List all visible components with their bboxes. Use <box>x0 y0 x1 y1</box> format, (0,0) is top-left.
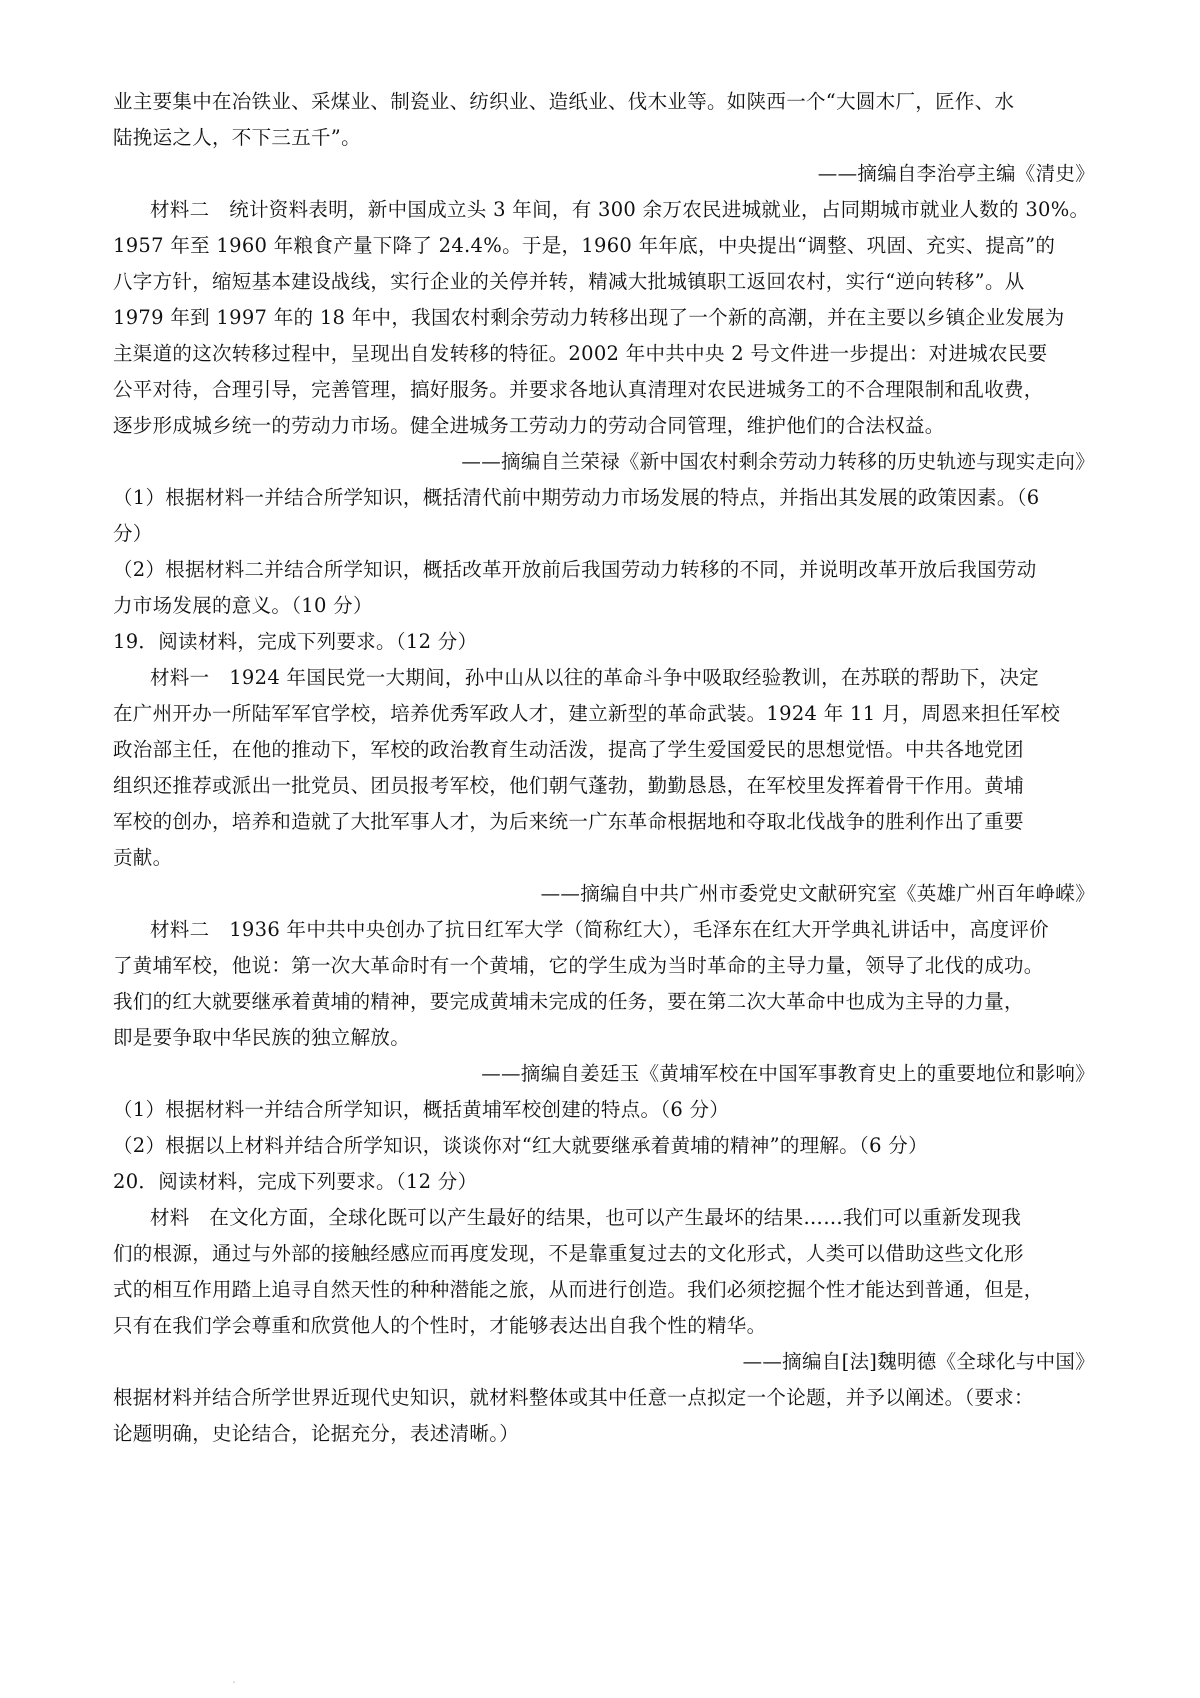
body-line: 主渠道的这次转移过程中，呈现出自发转移的特征。2002 年中共中央 2 号文件进一步提出：对进城农民要 <box>113 342 1048 365</box>
source-citation: ——摘编自兰荣禄《新中国农村剩余劳动力转移的历史轨迹与现实走向》 <box>461 450 1095 473</box>
body-line: 逐步形成城乡统一的劳动力市场。健全进城务工劳动力的劳动合同管理，维护他们的合法权益。 <box>113 414 945 437</box>
source-citation: ——摘编自李治亭主编《清史》 <box>817 162 1095 185</box>
body-line: 在广州开办一所陆军军官学校，培养优秀军政人才，建立新型的革命武装。1924 年 11 月，周恩来担任军校 <box>113 702 1061 725</box>
question-part-line: （1）根据材料一并结合所学知识，概括黄埔军校创建的特点。（6 分） <box>113 1098 730 1121</box>
source-citation: ——摘编自中共广州市委党史文献研究室《英雄广州百年峥嵘》 <box>540 882 1095 905</box>
question-part-line: 力市场发展的意义。（10 分） <box>113 594 373 617</box>
body-line: 政治部主任，在他的推动下，军校的政治教育生动活泼，提高了学生爱国爱民的思想觉悟。中共各地党团 <box>113 738 1024 761</box>
body-line: 式的相互作用踏上追寻自然天性的种种潜能之旅，从而进行创造。我们必须挖掘个性才能达到普通，但是， <box>113 1278 1044 1301</box>
question-20-heading: 20．阅读材料，完成下列要求。（12 分） <box>113 1170 478 1193</box>
source-citation: ——摘编自姜廷玉《黄埔军校在中国军事教育史上的重要地位和影响》 <box>481 1062 1095 1085</box>
material-heading-line: 材料 在文化方面，全球化既可以产生最好的结果，也可以产生最坏的结果……我们可以重新发现我 <box>150 1206 1022 1229</box>
material-two-heading-line: 材料二 统计资料表明，新中国成立头 3 年间，有 300 余万农民进城就业，占同期城市就业人数的 30%。 <box>150 198 1090 221</box>
footer-mark: . <box>232 1672 236 1686</box>
question-part-line: （2）根据材料二并结合所学知识，概括改革开放前后我国劳动力转移的不同，并说明改革开放后我国劳动 <box>113 558 1037 581</box>
body-line: 公平对待，合理引导，完善管理，搞好服务。并要求各地认真清理对农民进城务工的不合理限制和乱收费， <box>113 378 1044 401</box>
question-part-line: 根据材料并结合所学世界近现代史知识，就材料整体或其中任意一点拟定一个论题，并予以阐述。（要求： <box>113 1386 1034 1409</box>
question-part-line: 论题明确，史论结合，论据充分，表述清晰。） <box>113 1422 520 1445</box>
body-line: 陆挽运之人，不下三五千”。 <box>113 126 361 149</box>
body-line: 八字方针，缩短基本建设战线，实行企业的关停并转，精减大批城镇职工返回农村，实行“逆向转移”。从 <box>113 270 1025 293</box>
body-line: 1979 年到 1997 年的 18 年中，我国农村剩余劳动力转移出现了一个新的高潮，并在主要以乡镇企业发展为 <box>113 306 1065 329</box>
body-line: 军校的创办，培养和造就了大批军事人才，为后来统一广东革命根据地和夺取北伐战争的胜利作出了重要 <box>113 810 1024 833</box>
body-line: 们的根源，通过与外部的接触经感应而再度发现，不是靠重复过去的文化形式，人类可以借助这些文化形 <box>113 1242 1024 1265</box>
body-line: 我们的红大就要继承着黄埔的精神，要完成黄埔未完成的任务，要在第二次大革命中也成为主导的力量， <box>113 990 1024 1013</box>
question-19-heading: 19．阅读材料，完成下列要求。（12 分） <box>113 630 478 653</box>
question-part-line: （2）根据以上材料并结合所学知识，谈谈你对“红大就要继承着黄埔的精神”的理解。（6 分） <box>113 1134 928 1157</box>
material-two-heading-line: 材料二 1936 年中共中央创办了抗日红军大学（简称红大），毛泽东在红大开学典礼讲话中，高度评价 <box>150 918 1049 941</box>
question-part-line: 分） <box>113 522 153 545</box>
body-line: 贡献。 <box>113 846 173 869</box>
body-line: 业主要集中在冶铁业、采煤业、制瓷业、纺织业、造纸业、伐木业等。如陕西一个“大圆木厂，匠作、水 <box>113 90 1015 113</box>
body-line: 即是要争取中华民族的独立解放。 <box>113 1026 411 1049</box>
body-line: 组织还推荐或派出一批党员、团员报考军校，他们朝气蓬勃，勤勤恳恳，在军校里发挥着骨干作用。黄埔 <box>113 774 1024 797</box>
body-line: 只有在我们学会尊重和欣赏他人的个性时，才能够表达出自我个性的精华。 <box>113 1314 767 1337</box>
body-line: 了黄埔军校，他说：第一次大革命时有一个黄埔，它的学生成为当时革命的主导力量，领导了北伐的成功。 <box>113 954 1044 977</box>
source-citation: ——摘编自[法]魏明德《全球化与中国》 <box>742 1350 1095 1373</box>
question-part-line: （1）根据材料一并结合所学知识，概括清代前中期劳动力市场发展的特点，并指出其发展的政策因素。（6 <box>113 486 1040 509</box>
body-line: 1957 年至 1960 年粮食产量下降了 24.4%。于是，1960 年年底，中央提出“调整、巩固、充实、提高”的 <box>113 234 1056 257</box>
material-one-heading-line: 材料一 1924 年国民党一大期间，孙中山从以往的革命斗争中吸取经验教训，在苏联的帮助下，决定 <box>150 666 1039 689</box>
